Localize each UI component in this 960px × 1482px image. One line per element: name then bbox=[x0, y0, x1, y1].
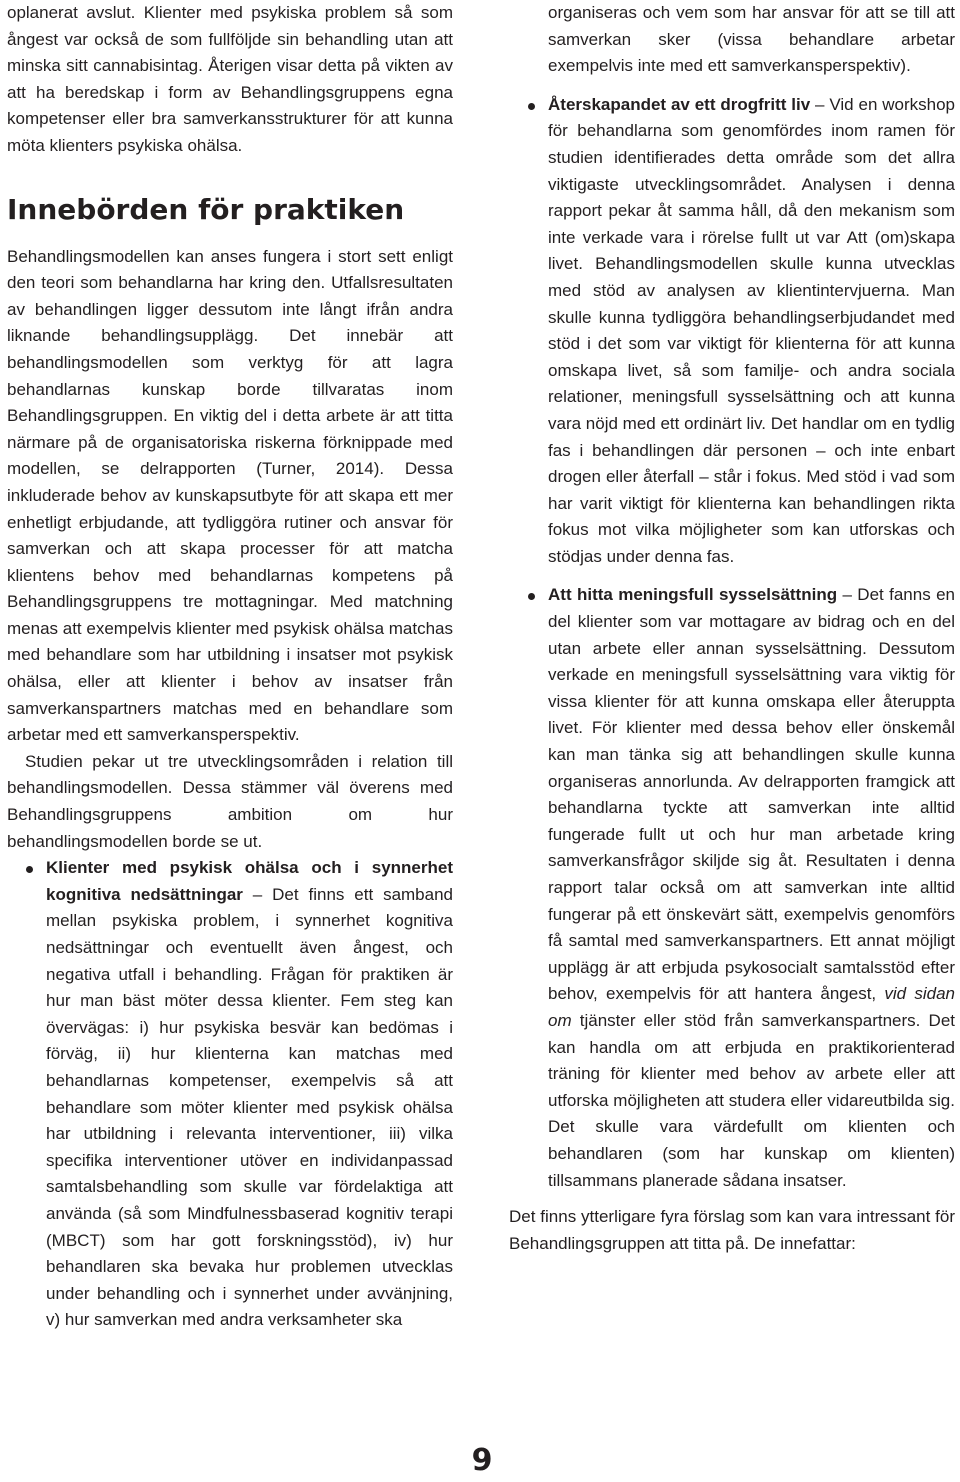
list-item-emphasis: vid sidan om bbox=[548, 984, 955, 1030]
development-areas-list-continued bbox=[509, 92, 955, 1194]
page-number: 9 bbox=[471, 1443, 493, 1478]
left-column bbox=[7, 0, 453, 1334]
list-item-text: – Vid en workshop för behandlarna som genomfördes inom ramen för studien identifierades detta område som det allra viktigaste utvecklingsområdet. Analysen i denna rapport pekar åt samma håll, då den mekanism som inte verkade vara i rörelse fullt ut var Att (om)skapa livet. Behandlingsmodellen skulle kunna utvecklas med stöd av analysen av klientintervjuerna. Man skulle kunna tydliggöra behandlingserbjudandet med stöd i det som var viktigt för klienterna för att kunna omskapa livet, så som familje- och andra sociala relationer, meningsfull sysselsättning och att kunna vara nöjd med ett ordinärt liv. Det handlar om en tydlig fas i behandlingen där personen – och inte enbart drogen eller återfall – står i fokus. Med stöd i vad som har varit viktigt för klienterna kan behandlingen rikta fokus mot vilka möjligheter som kan utforskas och stödjas under denna fas. bbox=[548, 94, 956, 566]
development-areas-list bbox=[7, 855, 453, 1334]
body-paragraph-2: Studien pekar ut tre utvecklingsområden i relation till behandlingsmodellen. Dessa stämmer väl överens med Behandlingsgruppens ambition om hur behandlingsmodellen borde se ut. bbox=[7, 751, 453, 851]
section-heading: Innebörden för praktiken bbox=[7, 192, 405, 226]
list-item-continuation: organiseras och vem som har ansvar för att se till att samverkan sker (vissa behandlare arbetar exempelvis inte med ett samverkansperspektiv). bbox=[548, 3, 955, 76]
list-item-lead: Klienter med psykisk ohälsa och i synnerhet kognitiva nedsättningar bbox=[46, 858, 453, 904]
list-item-lead: Att hitta meningsfull sysselsättning bbox=[548, 585, 838, 605]
body-paragraph: Behandlingsmodellen kan anses fungera i stort sett enligt den teori som behandlarna har kring den. Utfallsresultaten av behandlingen ligger dessutom inte långt ifrån andra liknande behandlingsupplägg. Det innebär att behandlingsmodellen som verktyg för att lagra behandlarnas kunskap borde tillvaratas inom Behandlingsgruppen. En viktig del i detta arbete är att titta närmare på de organisatoriska riskerna förknippade med modellen, se delrapporten (Turner, 2014). Dessa inkluderade behov av kunskapsutbyte för att skapa ett mer enhetligt erbjudande, att tydliggöra rutiner och ansvar för samverkan och att skapa processer för att matcha klientens behov med behandlarnas kompetens på Behandlingsgruppens tre mottagningar. Med matchning menas att exempelvis klienter med psykisk ohälsa matchas med behandlare som har utbildning i insatser mot psykisk ohälsa, eller att klienter i behov av insatser från samverkanspartners matchas med en behandlare som arbetar med ett samverkansperspektiv. bbox=[7, 246, 453, 745]
intro-paragraph: oplanerat avslut. Klienter med psykiska problem så som ångest var också de som fullföljde sin behandling utan att minska sitt cannabisintag. Återigen visar detta på vikten av att ha beredskap i form av Behandlingsgruppens egna kompetenser eller bra samverkansstrukturer för att kunna möta klienters psykiska ohälsa. bbox=[7, 3, 453, 155]
list-item bbox=[7, 855, 453, 1334]
list-item bbox=[509, 582, 955, 1194]
list-item-text: – Det fanns en del klienter som var mottagare av bidrag och en del utan arbete eller annan sysselsättning. Dessutom verkade en meningsfull sysselsättning vara viktig för vissa klienter för att kunna omskapa eller återuppta livet. För klienter med dessa behov eller önskemål kan man tänka sig att behandlingen skulle kunna organiseras annorlunda. Av delrapporten framgick att behandlarna tyckte att samverkan inte alltid fungerade fullt ut och hur man arbetade kring samverkansfrågor skiljde sig åt. Resultaten i denna rapport talar också om att samverkan inte alltid fungerar på ett önskevärt sätt, exempelvis genomförs få samtal med samverkanspartners. Ett annat möjligt upplägg är att erbjuda psykosocialt samtalsstöd efter behov, exempelvis för att hantera ångest, bbox=[548, 585, 955, 1004]
list-item-lead: Återskapandet av ett drogfritt liv bbox=[548, 94, 811, 114]
list-item-text-end: tjänster eller stöd från samverkanspartners. Det kan handla om att erbjuda en praktikorienterad träning för klienter med behov av arbete eller att utforska möjligheten att studera eller vidareutbilda sig. Det skulle vara värdefullt om klienten och behandlaren (som har kunskap om klienten) tillsammans planerade sådana insatser. bbox=[548, 1010, 955, 1190]
list-item bbox=[509, 92, 955, 571]
closing-paragraph: Det finns ytterligare fyra förslag som kan vara intressant för Behandlingsgruppen att titta på. De innefattar: bbox=[509, 1207, 955, 1253]
right-column bbox=[509, 0, 955, 1257]
list-item-text: – Det finns ett samband mellan psykiska problem, i synnerhet kognitiva nedsättningar och eventuellt även ångest, och negativa utfall i behandling. Frågan för praktiken är hur man bäst möter dessa klienter. Fem steg kan övervägas: i) hur psykiska besvär kan bedömas i förväg, ii) hur klienterna kan matchas med behandlarnas kompetenser, exempelvis så att behandlare som möter klienter med psykisk ohälsa har utbildning i relevanta interventioner, iii) vilka specifika interventioner utöver en individanpassad samtalsbehandling som skulle var fördelaktiga att använda (så som Mindfulnessbaserad kognitiv terapi (MBCT) som har gott forskningsstöd), iv) hur behandlaren ska bevaka hur problemen utvecklas under behandling och i synnerhet under avvänjning, v) hur samverkan med andra verksamheter ska bbox=[46, 884, 453, 1330]
